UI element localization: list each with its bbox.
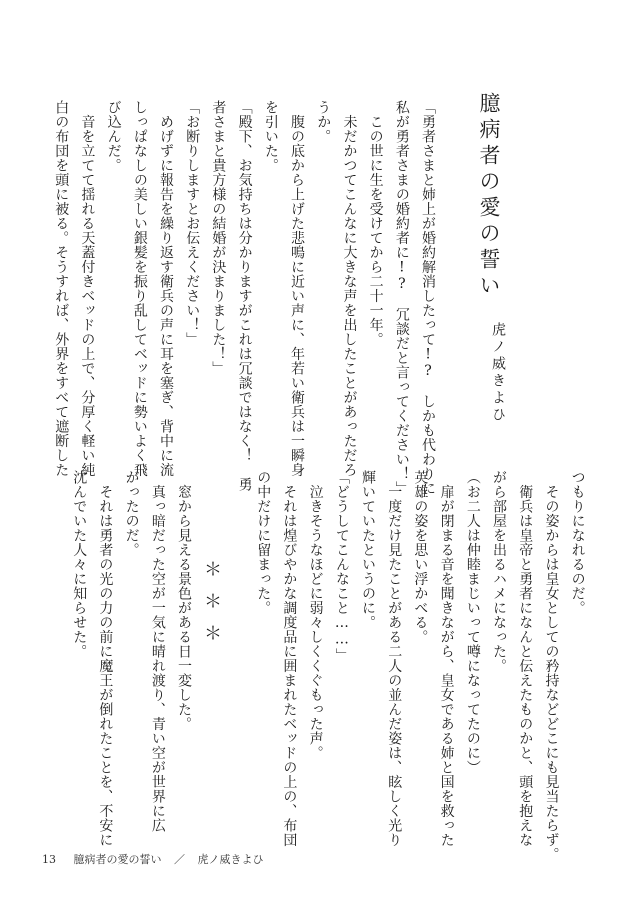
lower-text-block-after-break [66, 470, 197, 847]
lower-line: 一度だけ見たことがある二人の並んだ姿は、眩しく光り [386, 470, 403, 847]
upper-line: 「勇者さまと姉上が婚約解消したって!? しかも代わりに [420, 100, 437, 496]
upper-line: 「殿下、お気持ちは分かりますがこれは冗談ではなく！ 勇 [236, 100, 253, 492]
lower-text-block [250, 470, 591, 862]
upper-line: 者さまと貴方様の結婚が決まりました！」 [210, 100, 227, 376]
lower-line: 輝いていたというのに。 [360, 470, 377, 630]
story-title: 臆病者の愛の誓い [477, 92, 501, 300]
lower-line: （お二人は仲睦まじいって噂になってたのに） [464, 470, 481, 775]
lower-line: それは勇者の光の力の前に魔王が倒れたことを、不安に [97, 470, 114, 847]
lower-line: つもりになれるのだ。 [569, 470, 586, 615]
lower-line: 扉が閉まる音を聞きながら、皇女である姉と国を救った [438, 470, 455, 847]
upper-line: 私が勇者さまの婚約者に!? 冗談だと言ってください！」 [393, 100, 410, 496]
lower-line: 英雄の姿を思い浮かべる。 [412, 470, 429, 644]
page-number: 13 [42, 853, 56, 866]
footer-title: 臆病者の愛の誓い [73, 853, 162, 866]
upper-line: 音を立てて揺れる天蓋付きベッドの上で、分厚く軽い純 [79, 100, 96, 477]
upper-line: 「お断りしますとお伝えください！」 [184, 100, 201, 347]
upper-line: めげずに報告を繰り返す衛兵の声に耳を塞ぎ、背中に流 [158, 100, 175, 477]
lower-line: その姿からは皇女としての矜持などどこにも見当たらず。 [543, 470, 560, 862]
upper-line: 白の布団を頭に被る。そうすれば、外界をすべて遮断した [53, 100, 70, 477]
lower-line: がら部屋を出るハメになった。 [491, 470, 508, 673]
scene-break: ＊＊＊ [201, 560, 222, 656]
lower-line: 衛兵は皇帝と勇者になんと伝えたものかと、頭を抱えな [517, 470, 534, 847]
upper-line: うか。 [315, 100, 332, 144]
upper-line: を引いた。 [262, 100, 279, 173]
lower-line: 窓から見える景色がある日一変した。 [176, 470, 193, 731]
footer-separator: ／ [174, 853, 185, 866]
upper-line: しっぱなしの美しい銀髪を振り乱してベッドに勢いよく飛 [131, 100, 148, 477]
lower-line: 沈んでいた人々に知らせた。 [71, 470, 88, 659]
footer-author: 虎ノ威きよひ [197, 853, 264, 866]
upper-text-block [48, 100, 441, 496]
lower-line: それは煌びやかな調度品に囲まれたベッドの上の、布団 [281, 470, 298, 847]
upper-line: び込んだ。 [105, 100, 122, 173]
upper-line: 腹の底から上げた悲鳴に近い声に、年若い衛兵は一瞬身 [289, 100, 306, 477]
lower-line: がったのだ。 [123, 470, 140, 557]
story-author: 虎ノ威きよひ [490, 322, 506, 424]
page-footer [42, 851, 264, 867]
lower-line: の中だけに留まった。 [255, 470, 272, 615]
lower-line: 真っ暗だった空が一気に晴れ渡り、青い空が世界に広 [149, 470, 166, 833]
upper-line: この世に生を受けてから二十一年。 [367, 100, 384, 347]
upper-line: 未だかつてこんなに大きな声を出したことがあっただろ [341, 100, 358, 477]
lower-line: 「どうしてこんなこと……」 [333, 470, 350, 663]
lower-line: 泣きそうなほどに弱々しくくぐもった声。 [307, 470, 324, 760]
